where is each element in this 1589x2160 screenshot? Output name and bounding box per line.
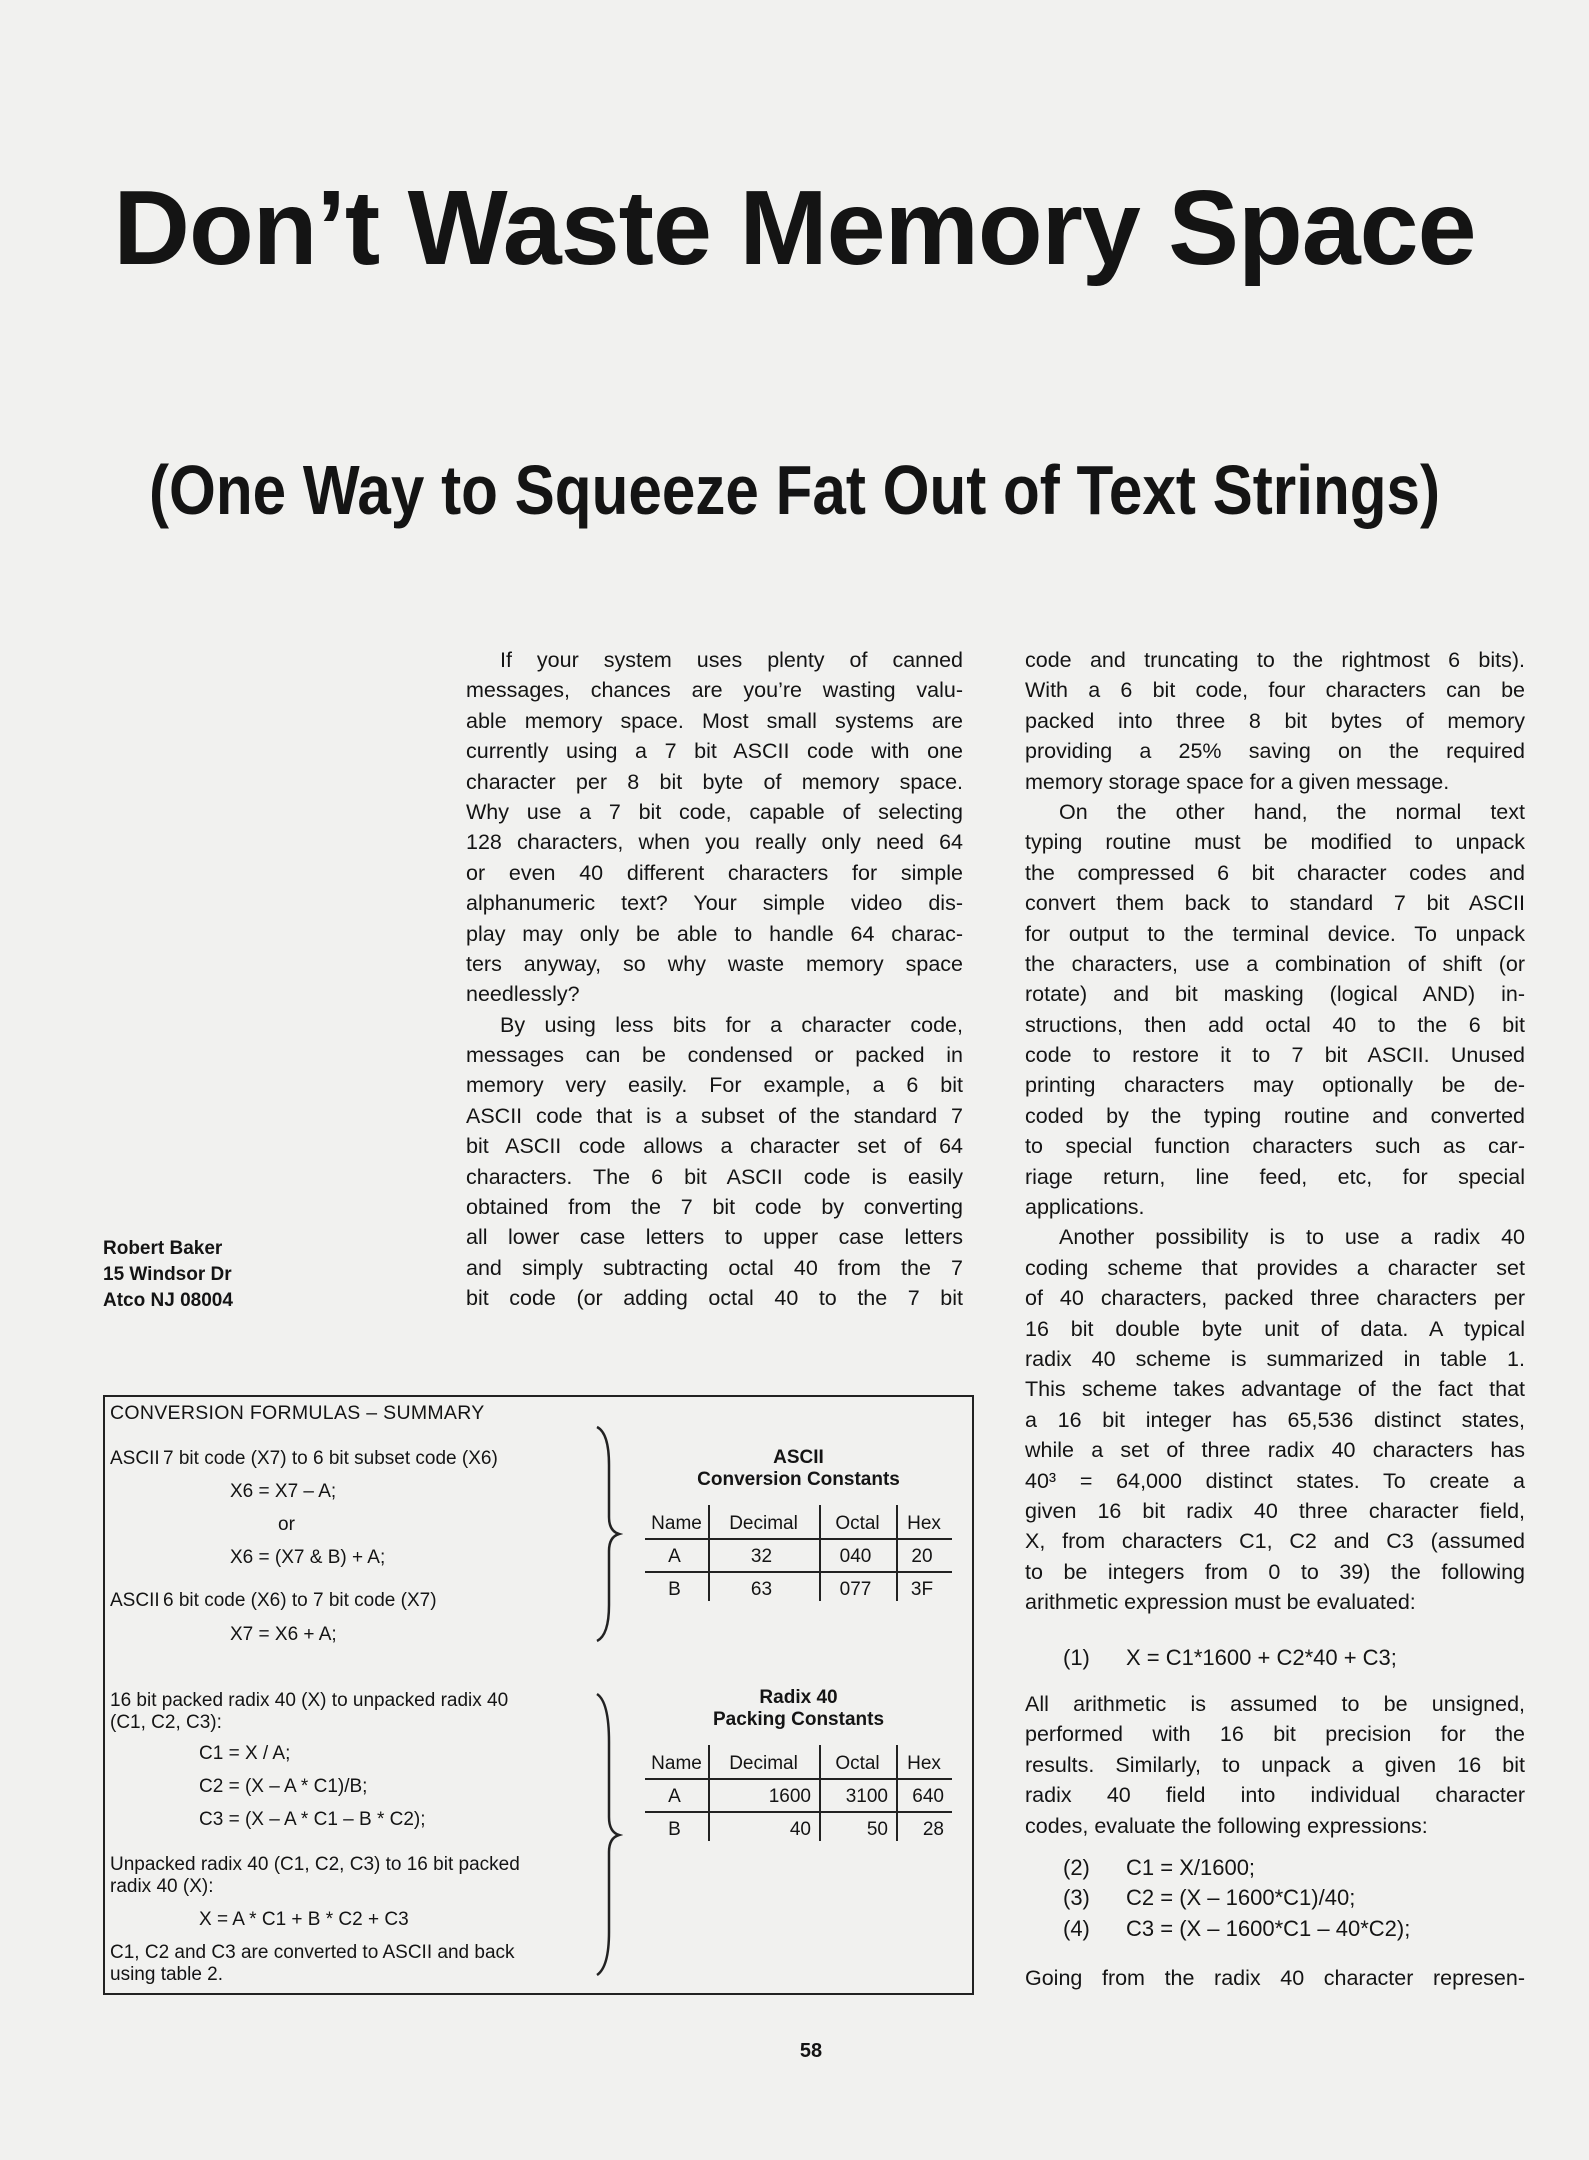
- brace-icon: [593, 1425, 623, 1643]
- text-line: On the other hand, the normal text: [1059, 799, 1525, 824]
- text-line: All arithmetic is assumed to be unsigned,: [1025, 1692, 1525, 1716]
- table-cell: 20: [911, 1546, 933, 1567]
- text-line: memory storage space for a given message.: [1025, 769, 1450, 794]
- table-cell: 40: [789, 1819, 811, 1840]
- text-line: to be integers from 0 to 39) the following: [1025, 1559, 1525, 1584]
- formula-1-title: 7 bit code (X7) to 6 bit subset code (X6): [163, 1448, 498, 1469]
- text-line: alphanumeric text? Your simple video dis-: [466, 891, 963, 916]
- text-line: X, from characters C1, C2 and C3 (assumed: [1025, 1529, 1525, 1554]
- table-cell: 28: [922, 1819, 944, 1840]
- text-line: radix 40 scheme is summarized in table 1.: [1025, 1346, 1525, 1371]
- text-line: packed into three 8 bit bytes of memory: [1025, 708, 1525, 733]
- formula-4-eq: X = A * C1 + B * C2 + C3: [199, 1909, 409, 1930]
- body-column-right-continued: [1025, 1689, 1525, 1841]
- formula-2-title: 6 bit code (X6) to 7 bit code (X7): [163, 1590, 437, 1611]
- text-line: coded by the typing routine and converted: [1025, 1103, 1525, 1128]
- body-column-right: [1025, 645, 1525, 1618]
- table-cell: 640: [912, 1786, 944, 1807]
- text-line: Going from the radix 40 character represen-: [1025, 1966, 1525, 1990]
- text-line: messages can be condensed or packed in: [466, 1043, 963, 1068]
- table-column-rule: [896, 1745, 898, 1841]
- text-line: By using less bits for a character code,: [500, 1012, 963, 1037]
- conversion-formulas-box: [103, 1395, 974, 1995]
- body-column-right-end: [1025, 1963, 1525, 1993]
- text-line: results. Similarly, to unpack a given 16 bit: [1025, 1752, 1525, 1777]
- equation-expression: C3 = (X – 1600*C1 – 40*C2);: [1126, 1916, 1411, 1941]
- formula-3-title: 16 bit packed radix 40 (X) to unpacked radix 40: [110, 1690, 509, 1711]
- text-line: performed with 16 bit precision for the: [1025, 1722, 1525, 1747]
- text-line: able memory space. Most small systems are: [466, 708, 963, 733]
- table-header-cell: Name: [651, 1513, 702, 1534]
- table-cell: 63: [750, 1579, 773, 1600]
- formula-3-title-cont: (C1, C2, C3):: [110, 1712, 222, 1733]
- table-subtitle: Packing Constants: [712, 1709, 885, 1730]
- table-header-cell: Hex: [907, 1513, 941, 1534]
- table-header-cell: Octal: [835, 1753, 880, 1774]
- text-line: memory very easily. For example, a 6 bit: [466, 1073, 963, 1098]
- box-note-cont: using table 2.: [110, 1964, 224, 1985]
- table-header-cell: Name: [651, 1753, 702, 1774]
- table-cell: A: [668, 1786, 681, 1807]
- text-line: Another possibility is to use a radix 40: [1059, 1225, 1525, 1250]
- equation-number: (3): [1063, 1885, 1090, 1910]
- text-line: or even 40 different characters for simple: [466, 860, 963, 885]
- table-cell: 50: [866, 1819, 888, 1840]
- text-line: codes, evaluate the following expressions:: [1025, 1813, 1428, 1838]
- table-title: Radix 40: [759, 1687, 838, 1708]
- formula-1-eq-1: X6 = X7 – A;: [230, 1481, 337, 1502]
- table-subtitle: Conversion Constants: [697, 1469, 900, 1490]
- table-cell: 1600: [768, 1786, 811, 1807]
- table-column-rule: [896, 1505, 898, 1601]
- text-line: 128 characters, when you really only need 64: [466, 830, 963, 855]
- body-column-middle: [466, 645, 963, 1314]
- text-line: needlessly?: [466, 982, 580, 1007]
- formula-4-title-cont: radix 40 (X):: [110, 1876, 214, 1897]
- text-line: all lower case letters to upper case letters: [466, 1225, 963, 1250]
- article-title: Don’t Waste Memory Space: [113, 169, 1476, 287]
- table-cell: 3F: [910, 1579, 934, 1600]
- formula-1-eq-2: X6 = (X7 & B) + A;: [230, 1547, 386, 1568]
- table-rule: [645, 1538, 952, 1540]
- table-cell: 3100: [845, 1786, 888, 1807]
- text-line: bit code (or adding octal 40 to the 7 bit: [466, 1286, 963, 1311]
- table-header-cell: Octal: [835, 1513, 880, 1534]
- table-rule: [645, 1778, 952, 1780]
- table-column-rule: [819, 1505, 821, 1601]
- table-cell: 077: [839, 1579, 872, 1600]
- table-cell: B: [668, 1819, 681, 1840]
- formula-3-eq-3: C3 = (X – A * C1 – B * C2);: [199, 1809, 426, 1830]
- text-line: code to restore it to 7 bit ASCII. Unused: [1025, 1043, 1525, 1068]
- brace-icon: [593, 1692, 623, 1977]
- text-line: the compressed 6 bit character codes and: [1025, 860, 1525, 885]
- equation-number: (1): [1063, 1645, 1090, 1670]
- text-line: typing routine must be modified to unpack: [1025, 830, 1525, 855]
- box-heading: CONVERSION FORMULAS – SUMMARY: [110, 1402, 485, 1424]
- author-name: Robert Baker: [103, 1238, 223, 1259]
- text-line: With a 6 bit code, four characters can be: [1025, 678, 1525, 703]
- text-line: the characters, use a combination of shift (or: [1025, 951, 1525, 976]
- text-line: character per 8 bit byte of memory space.: [466, 769, 963, 794]
- text-line: 40³ = 64,000 distinct states. To create a: [1025, 1468, 1525, 1493]
- text-line: and simply subtracting octal 40 from the 7: [466, 1255, 963, 1280]
- ascii-label: ASCII: [110, 1590, 160, 1611]
- author-city: Atco NJ 08004: [103, 1290, 233, 1311]
- text-line: of 40 characters, packed three characters per: [1025, 1286, 1525, 1311]
- equation-expression: X = C1*1600 + C2*40 + C3;: [1126, 1645, 1397, 1670]
- text-line: 16 bit double byte unit of data. A typical: [1025, 1316, 1525, 1341]
- text-line: convert them back to standard 7 bit ASCII: [1025, 891, 1525, 916]
- author-street: 15 Windsor Dr: [103, 1264, 232, 1285]
- table-title: ASCII: [773, 1447, 824, 1468]
- text-line: applications.: [1025, 1195, 1145, 1220]
- text-line: ters anyway, so why waste memory space: [466, 951, 963, 976]
- text-line: This scheme takes advantage of the fact that: [1025, 1377, 1525, 1402]
- text-line: If your system uses plenty of canned: [500, 648, 963, 672]
- formula-3-eq-1: C1 = X / A;: [199, 1743, 291, 1764]
- text-line: ASCII code that is a subset of the standard 7: [466, 1103, 963, 1128]
- ascii-label: ASCII: [110, 1448, 160, 1469]
- equation-number: (2): [1063, 1855, 1090, 1880]
- text-line: printing characters may optionally be de-: [1025, 1073, 1525, 1098]
- text-line: currently using a 7 bit ASCII code with one: [466, 739, 963, 764]
- text-line: a 16 bit integer has 65,536 distinct states,: [1025, 1407, 1525, 1432]
- author-block: [103, 1236, 233, 1314]
- table-cell: B: [668, 1579, 681, 1600]
- equation-number: (4): [1063, 1916, 1090, 1941]
- table-cell: A: [668, 1546, 681, 1567]
- table-column-rule: [819, 1745, 821, 1841]
- equation-expression: C1 = X/1600;: [1126, 1855, 1256, 1880]
- table-header-cell: Decimal: [729, 1513, 798, 1534]
- text-line: for output to the terminal device. To unpack: [1025, 921, 1525, 946]
- formula-2-eq: X7 = X6 + A;: [230, 1624, 337, 1645]
- article-subtitle: (One Way to Squeeze Fat Out of Text Strings): [148, 451, 1441, 529]
- text-line: messages, chances are you’re wasting valu-: [466, 678, 963, 703]
- page-number: 58: [799, 2040, 823, 2062]
- text-line: arithmetic expression must be evaluated:: [1025, 1590, 1416, 1615]
- box-note: C1, C2 and C3 are converted to ASCII and back: [110, 1942, 515, 1963]
- text-line: characters. The 6 bit ASCII code is easily: [466, 1164, 963, 1189]
- text-line: code and truncating to the rightmost 6 bits).: [1025, 648, 1525, 672]
- formula-4-title: Unpacked radix 40 (C1, C2, C3) to 16 bit packed: [110, 1854, 520, 1875]
- table-header-cell: Decimal: [729, 1753, 798, 1774]
- text-line: rotate) and bit masking (logical AND) in-: [1025, 982, 1525, 1007]
- text-line: obtained from the 7 bit code by converting: [466, 1195, 963, 1220]
- text-line: while a set of three radix 40 characters has: [1025, 1438, 1525, 1463]
- table-rule: [645, 1811, 952, 1813]
- text-line: given 16 bit radix 40 three character field,: [1025, 1498, 1525, 1523]
- table-rule: [645, 1571, 952, 1573]
- table-cell: 32: [750, 1546, 773, 1567]
- table-header-cell: Hex: [907, 1753, 941, 1774]
- formula-3-eq-2: C2 = (X – A * C1)/B;: [199, 1776, 368, 1797]
- text-line: play may only be able to handle 64 charac-: [466, 921, 963, 946]
- table-column-rule: [708, 1745, 710, 1841]
- text-line: Why use a 7 bit code, capable of selecting: [466, 799, 963, 824]
- formula-1-or: or: [278, 1514, 295, 1535]
- text-line: riage return, line feed, etc, for special: [1025, 1164, 1525, 1189]
- text-line: bit ASCII code allows a character set of 64: [466, 1134, 963, 1159]
- text-line: coding scheme that provides a character set: [1025, 1255, 1525, 1280]
- text-line: structions, then add octal 40 to the 6 bit: [1025, 1012, 1525, 1037]
- text-line: radix 40 field into individual character: [1025, 1783, 1525, 1808]
- text-line: to special function characters such as car-: [1025, 1134, 1525, 1159]
- text-line: providing a 25% saving on the required: [1025, 739, 1525, 764]
- table-cell: 040: [839, 1546, 872, 1567]
- table-column-rule: [708, 1505, 710, 1601]
- equation-expression: C2 = (X – 1600*C1)/40;: [1126, 1885, 1356, 1910]
